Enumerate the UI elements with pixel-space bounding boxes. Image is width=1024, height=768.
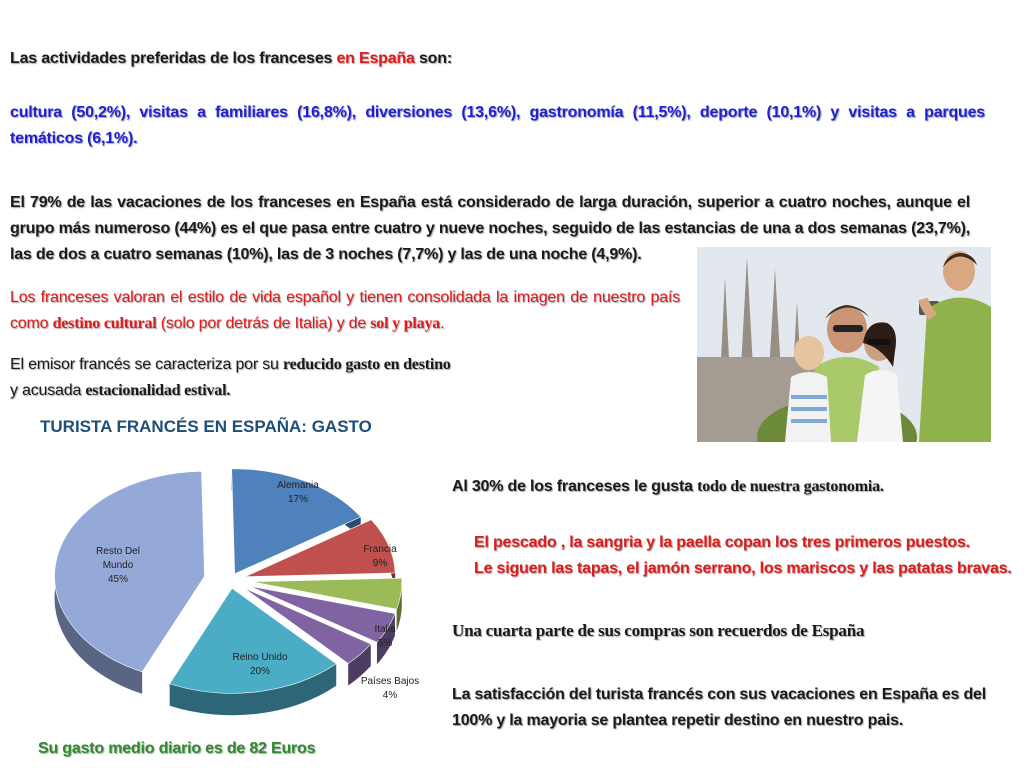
dishes-paragraph [474,530,1012,582]
slice-value-5: 20% [249,666,271,677]
gastronomy-bold1: todo de nuestra gastonomia. [697,478,884,495]
title-prefix: Las actividades preferidas de los franceses [10,50,333,67]
slice-label-6: Resto Del Mundo [96,546,140,571]
slice-label-3: Italia [374,624,396,635]
slice-value-0: 17% [287,494,309,505]
activities-paragraph: cultura (50,2%), visitas a familiares (16,8%), diversiones (13,6%), gastronomía (11,5%), deporte (10,1%) y visitas a parques temáticos (6,1%). [10,104,985,147]
photo-illustration [697,247,991,442]
title-suffix: son: [418,50,452,67]
valoran-part1: Los franceses valoran el estilo de vida español y tienen consolidada la imagen de nuestro país como [10,289,680,332]
gastronomy-paragraph [452,474,884,500]
dishes-line1: El pescado , la sangria y la paella copan los tres primeros puestos. [474,534,970,551]
emisor-part2: y acusada [10,382,82,399]
daily-spending-text: Su gasto medio diario es de 82 Euros [38,740,316,757]
spending-pie-chart [30,440,450,740]
chart-title: TURISTA FRANCÉS EN ESPAÑA: GASTO [40,417,372,436]
gastronomy-part1: Al 30% de los franceses le gusta [452,478,693,495]
satisfaction-paragraph: La satisfacción del turista francés con sus vacaciones en España es del 100% y la mayoria se plantea repetir destino en nuestro pais. [452,686,986,729]
valoran-part2: (solo por detrás de Italia) y de [160,315,367,332]
slice-label-5: Reino Unido [232,652,288,663]
slice-value-4: 4% [382,690,398,701]
emisor-paragraph [10,352,570,404]
emisor-part1: El emisor francés se caracteriza por su [10,356,279,373]
souvenirs-text: Una cuarta parte de sus compras son recuerdos de España [452,621,865,640]
valoran-bold1: destino cultural [52,315,157,332]
title-highlight: en España [336,50,415,67]
slice-label-1: Francia [363,544,397,555]
valoran-part3: . [440,315,445,332]
slice-value-3: 5% [377,638,393,649]
duration-paragraph: El 79% de las vacaciones de los franceses en España está considerado de larga duración, superior a cuatro noches, aunque el grupo más numeroso (44%) es el que pasa entre cuatro y nueve noches, seguido de las estancias de una a dos semanas (23,7%), las de dos a cuatro semanas (10%), las de 3 noches (7,7%) y las de una noche (4,9%). [10,194,970,263]
slice-label-4: Países Bajos [360,676,420,687]
family-photo [697,247,991,442]
slice-value-6: 45% [107,574,129,585]
valoran-bold2: sol y playa [370,315,441,332]
valoran-paragraph [10,285,680,337]
emisor-bold1: reducido gasto en destino [283,356,451,373]
slice-value-1: 9% [372,558,388,569]
slice-label-0: Alemania [277,480,319,491]
emisor-bold2: estacionalidad estival. [85,382,231,399]
dishes-line2: Le siguen las tapas, el jamón serrano, los mariscos y las patatas bravas. [474,560,1012,577]
title-line [10,46,452,72]
